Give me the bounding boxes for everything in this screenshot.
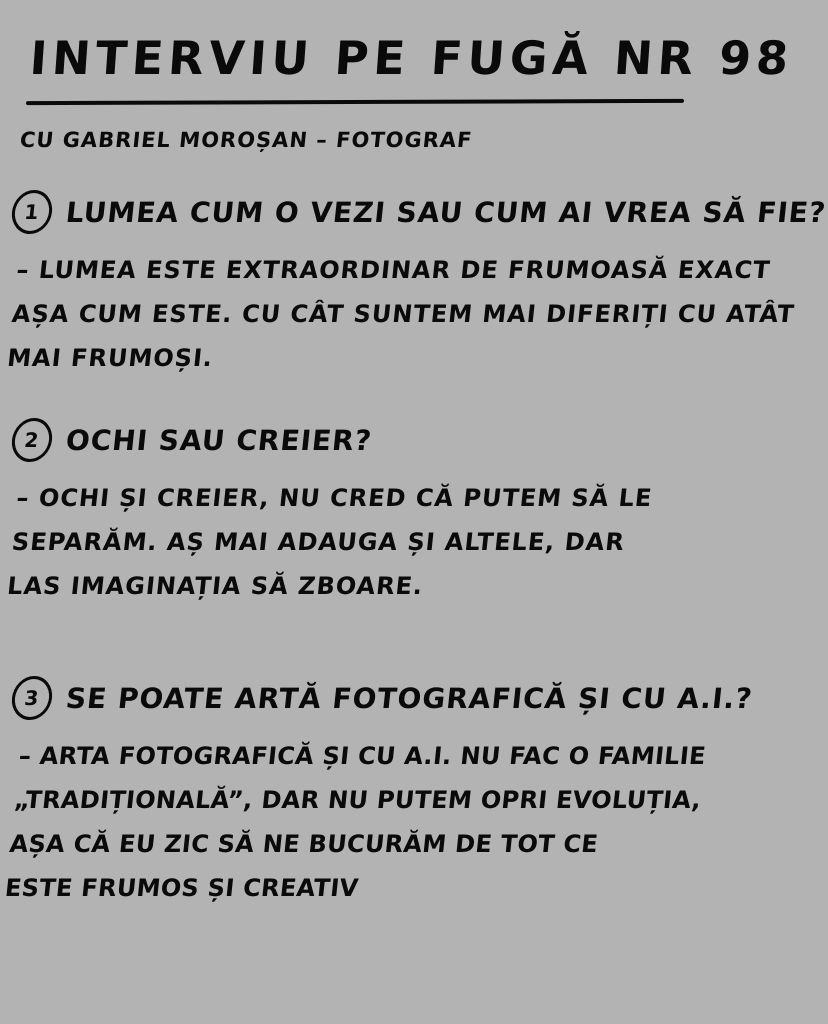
qa-block-1 xyxy=(5,190,828,380)
answer-1 xyxy=(5,248,797,380)
answer-line: „TRADIȚIONALĂ”, DAR NU PUTEM OPRI EVOLUȚIA, xyxy=(12,786,703,814)
answer-line: SEPARĂM. AȘ MAI ADAUGA ȘI ALTELE, DAR xyxy=(10,528,627,556)
question-1 xyxy=(10,190,828,234)
answer-line: AȘA CĂ EU ZIC SĂ NE BUCURĂM DE TOT CE xyxy=(8,830,600,858)
answer-line: ESTE FRUMOS ȘI CREATIV xyxy=(3,874,360,902)
subtitle: CU GABRIEL MOROȘAN – FOTOGRAF xyxy=(18,128,474,152)
question-text-1: LUMEA CUM O VEZI SAU CUM AI VREA SĂ FIE? xyxy=(64,195,828,229)
page-title: INTERVIU PE FUGĂ NR 98 xyxy=(28,31,796,85)
question-2 xyxy=(10,418,721,462)
answer-line: – LUMEA ESTE EXTRAORDINAR DE FRUMOASĂ EXACT xyxy=(15,256,772,284)
qa-block-3 xyxy=(3,676,755,910)
question-number-3: 3 xyxy=(10,676,55,720)
question-text-3: SE POATE ARTĂ FOTOGRAFICĂ ȘI CU A.I.? xyxy=(64,681,755,715)
question-text-2: OCHI SAU CREIER? xyxy=(64,423,374,457)
qa-block-2 xyxy=(5,418,718,608)
answer-line: MAI FRUMOȘI. xyxy=(5,344,215,372)
title-underline xyxy=(26,99,684,105)
answer-line: LAS IMAGINAȚIA SĂ ZBOARE. xyxy=(5,572,425,600)
answer-3 xyxy=(3,734,727,910)
answer-2 xyxy=(5,476,725,608)
question-number-2: 2 xyxy=(10,418,55,462)
question-3 xyxy=(10,676,755,720)
answer-line: AȘA CUM ESTE. CU CÂT SUNTEM MAI DIFERIȚI CU ATÂT xyxy=(10,300,797,328)
answer-line: – OCHI ȘI CREIER, NU CRED CĂ PUTEM SĂ LE xyxy=(15,484,654,512)
answer-line: – ARTA FOTOGRAFICĂ ȘI CU A.I. NU FAC O FAMILIE xyxy=(17,742,708,770)
question-number-1: 1 xyxy=(10,190,55,234)
